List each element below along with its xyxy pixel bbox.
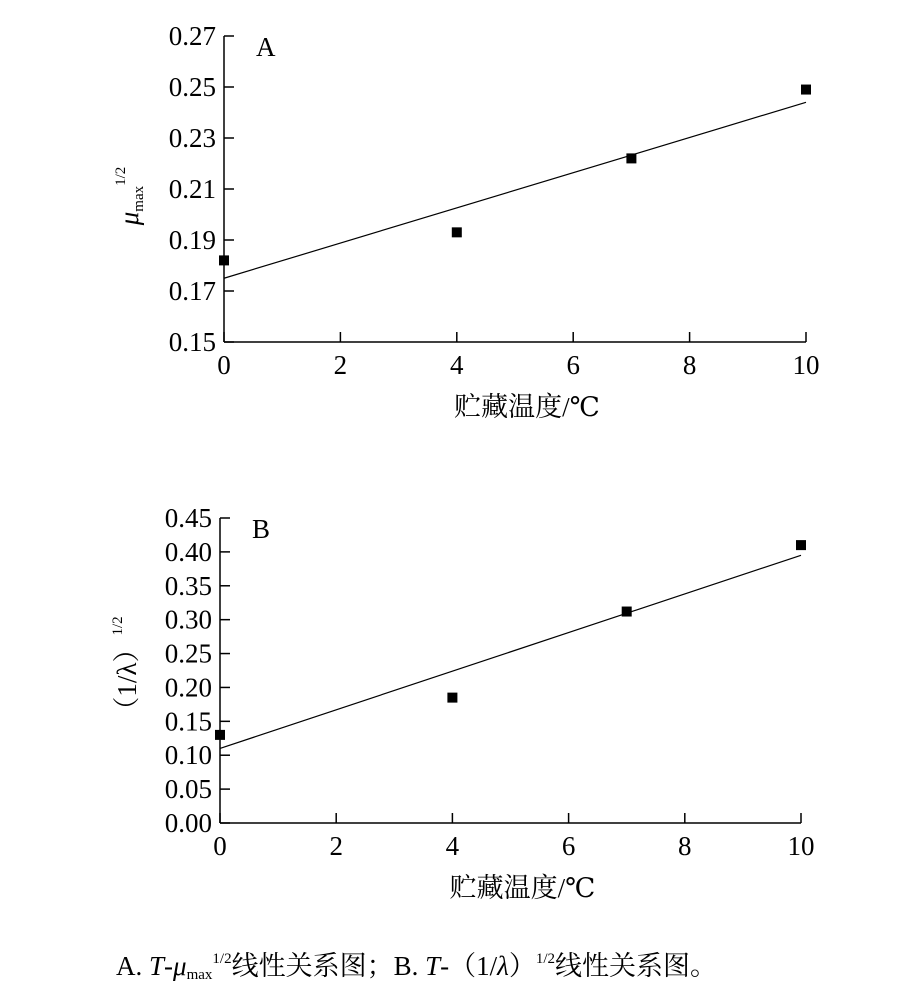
fit-line: [220, 555, 801, 748]
x-tick-label: 4: [450, 350, 464, 380]
data-point: [452, 227, 462, 237]
y-tick-label: 0.45: [164, 503, 212, 533]
y-axis-title-sub: max: [131, 185, 147, 212]
x-tick-label: 2: [333, 350, 348, 380]
panel-label: A: [256, 32, 276, 62]
caption-a-sub: max: [186, 967, 213, 983]
data-point: [622, 607, 632, 617]
data-point: [626, 153, 636, 163]
y-axis-title: [113, 167, 147, 227]
x-tick-label: 0: [213, 831, 227, 861]
x-tick-label: 0: [217, 350, 231, 380]
y-axis-title-base: （1/λ）: [112, 635, 142, 724]
chart-panel-b: [110, 503, 815, 903]
y-tick-label: 0.15: [164, 706, 212, 737]
y-tick-label: 0.25: [164, 638, 212, 669]
data-point: [796, 540, 806, 550]
x-tick-label: 2: [329, 831, 343, 861]
y-tick-label: 0.17: [168, 276, 216, 306]
x-tick-label: 8: [682, 350, 697, 380]
caption-b-lambda: λ: [497, 951, 509, 981]
y-tick-label: 0.27: [168, 21, 216, 51]
y-axis-title-base: μ: [114, 211, 144, 226]
x-tick-label: 4: [445, 831, 460, 861]
x-tick-label: 10: [792, 350, 820, 380]
y-axis-title-sup: 1/2: [113, 166, 129, 186]
data-point: [215, 730, 225, 740]
x-tick-label: 8: [678, 831, 692, 861]
y-tick-label: 0.19: [168, 225, 216, 255]
y-tick-label: 0.15: [168, 327, 216, 357]
fit-line: [224, 102, 806, 278]
caption-b-text: 线性关系图。: [555, 951, 718, 981]
y-tick-label: 0.20: [164, 672, 212, 703]
y-axis-title-sup: 1/2: [110, 616, 126, 636]
y-tick-label: 0.30: [164, 604, 212, 635]
caption-a-sup: 1/2: [212, 951, 232, 967]
figure-caption: [116, 944, 717, 984]
y-tick-label: 0.40: [164, 536, 212, 567]
y-tick-label: 0.23: [168, 123, 216, 153]
x-axis-title: 贮藏温度/℃: [454, 392, 600, 422]
x-tick-label: 6: [566, 350, 580, 380]
y-axis-title: [110, 616, 142, 723]
caption-b-prefix: B.: [393, 951, 426, 981]
y-tick-label: 0.00: [164, 808, 212, 838]
caption-a-dash: -: [164, 951, 174, 981]
data-point: [447, 693, 457, 703]
panel-label: B: [252, 514, 271, 544]
y-tick-label: 0.25: [168, 72, 216, 102]
y-tick-label: 0.21: [168, 174, 216, 204]
data-point: [219, 255, 229, 265]
caption-b-close: ）: [508, 951, 536, 981]
y-tick-label: 0.10: [164, 740, 212, 771]
caption-b-dash: -（1/: [440, 951, 498, 981]
caption-b-t: T: [425, 951, 441, 981]
x-tick-label: 10: [787, 831, 815, 861]
caption-b-sup: 1/2: [535, 951, 556, 967]
y-tick-label: 0.05: [164, 774, 212, 805]
data-point: [801, 85, 811, 95]
caption-a-mu: μ: [173, 951, 187, 981]
y-tick-label: 0.35: [164, 570, 212, 601]
chart-panel-a: [113, 21, 820, 422]
x-axis-title: 贮藏温度/℃: [449, 873, 596, 903]
caption-a-prefix: A.: [116, 951, 149, 981]
caption-a-text: 线性关系图；: [231, 951, 394, 981]
x-tick-label: 6: [561, 831, 576, 861]
caption-a-t: T: [149, 951, 165, 981]
